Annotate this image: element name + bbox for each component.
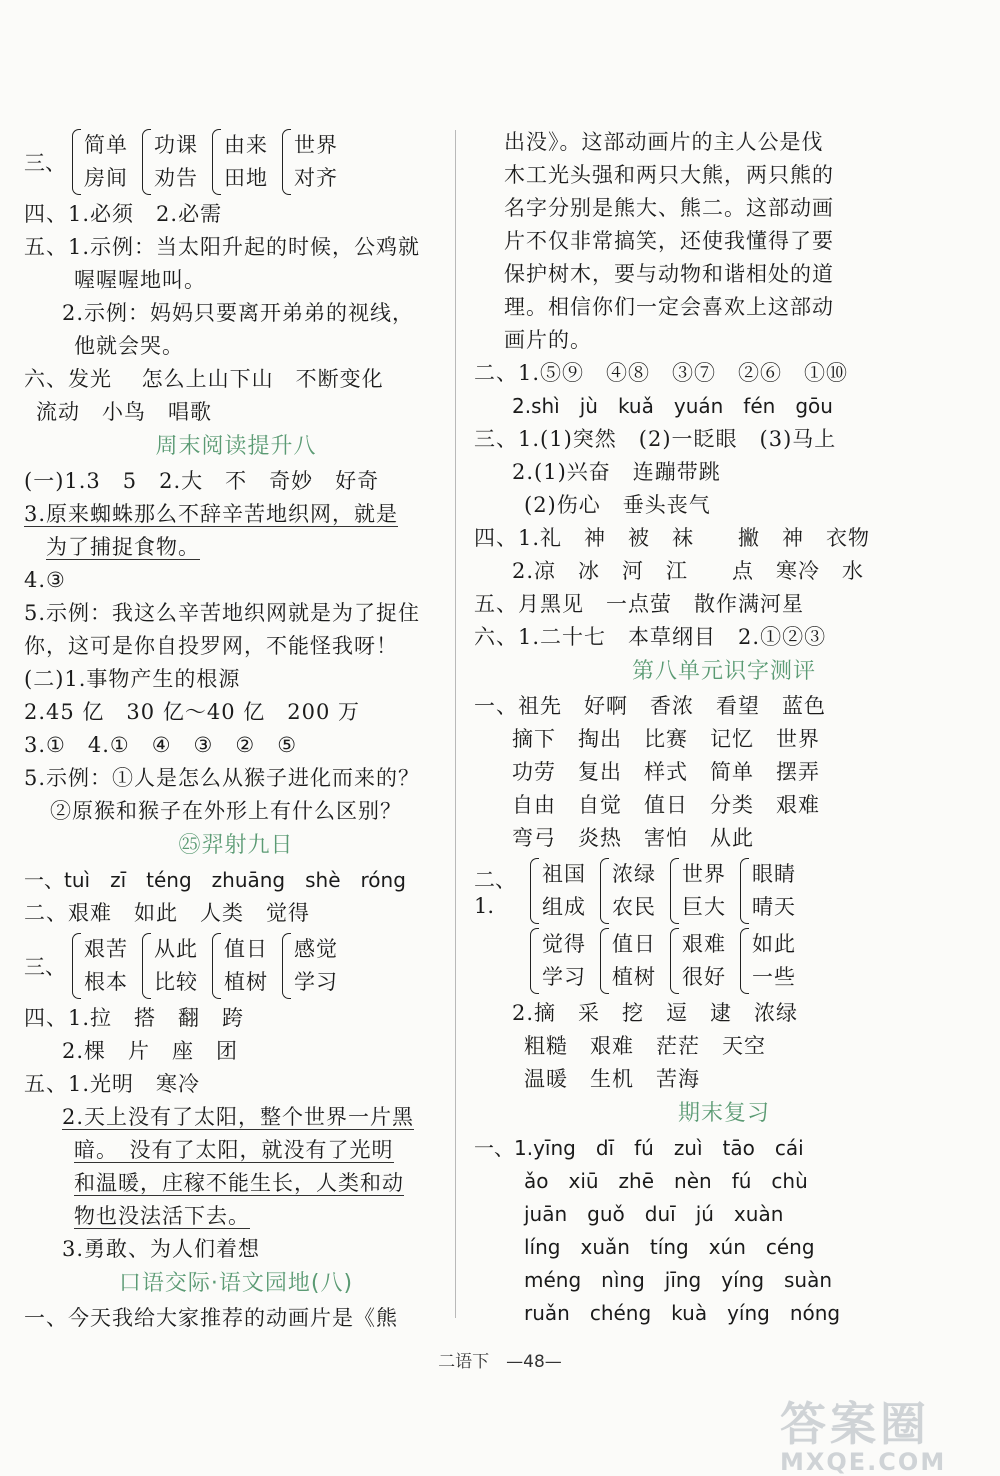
answer-line: 5.示例：①人是怎么从猴子进化而来的？ — [24, 766, 421, 790]
answer-line: 功劳 复出 样式 简单 摆弄 — [512, 760, 820, 784]
underlined-answer: 为了捕捉食物。 — [46, 535, 200, 559]
answer-line: 名字分别是熊大、熊二。这部动画 — [504, 196, 834, 220]
answer-line: (2)伤心 垂头丧气 — [524, 493, 711, 517]
answer-line: 六、1.二十七 本草纲目 2.①②③ — [474, 625, 827, 649]
answer-line: 喔喔喔地叫。 — [74, 268, 206, 292]
answer-line: 2.(1)兴奋 连蹦带跳 — [512, 460, 721, 484]
answer-line: 摘下 掏出 比赛 记忆 世界 — [512, 727, 820, 751]
answer-line: 2.示例：妈妈只要离开弟弟的视线， — [62, 301, 415, 325]
pinyin-line: méng nìng jīng yíng suàn — [524, 1268, 833, 1292]
answer-line: 他就会哭。 — [74, 334, 184, 358]
word-pair: 浓绿 农民 — [600, 858, 656, 924]
pinyin-line: líng xuǎn tíng xún céng — [524, 1235, 815, 1259]
answer-line: 3.① 4.① ④ ③ ② ⑤ — [24, 733, 298, 757]
word-pair: 眼睛 晴天 — [740, 858, 796, 924]
word-pair: 值日 植树 — [212, 933, 268, 999]
answer-line: 二、1.⑤⑨ ④⑧ ③⑦ ②⑥ ①⑩ — [474, 361, 849, 385]
answer-line — [24, 531, 448, 564]
answer-line — [24, 1101, 448, 1134]
answer-line: 理。相信你们一定会喜欢上这部动 — [504, 295, 834, 319]
answer-line: 2.45 亿 30 亿～40 亿 200 万 — [24, 700, 360, 724]
word-pair: 功课 劝告 — [142, 129, 198, 195]
answer-line: 一、今天我给大家推荐的动画片是《熊 — [24, 1306, 398, 1330]
watermark-text: 答案圈 — [780, 1397, 930, 1451]
answer-line — [24, 1200, 448, 1233]
pinyin-line: juān guǒ duī jú xuàn — [524, 1202, 784, 1226]
answer-line: 四、1.必须 2.必需 — [24, 202, 223, 226]
section-heading: 期末复习 — [677, 1101, 770, 1126]
answer-line: 二、艰难 如此 人类 觉得 — [24, 901, 310, 925]
pinyin-line: ǎo xiū zhē nèn fú chù — [524, 1169, 808, 1193]
word-pair: 如此 一些 — [740, 928, 796, 994]
synonym-group-right-b — [474, 927, 974, 995]
word-pair: 由来 田地 — [212, 129, 268, 195]
answer-line: 五、月黑见 一点萤 散作满河星 — [474, 592, 804, 616]
answer-line — [24, 498, 448, 531]
pinyin-line: 一、tuì zī téng zhuāng shè róng — [24, 868, 406, 892]
answer-line: 2.凉 冰 河 江 点 寒冷 水 — [512, 559, 865, 583]
answer-line — [24, 1167, 448, 1200]
watermark-url: MXQE.COM — [780, 1448, 947, 1476]
word-pair: 世界 对齐 — [282, 129, 338, 195]
column-divider — [455, 130, 456, 1318]
section-heading: ㉕羿射九日 — [178, 833, 294, 858]
answer-line: 自由 自觉 值日 分类 艰难 — [512, 793, 820, 817]
answer-line: 2.摘 采 挖 逗 逮 浓绿 — [512, 1001, 799, 1025]
answer-line: 片不仅非常搞笑，还使我懂得了要 — [504, 229, 834, 253]
pinyin-line: ruǎn chéng kuà yíng nóng — [524, 1301, 841, 1325]
underlined-answer: 物也没法活下去。 — [74, 1204, 250, 1228]
answer-line: 木工光头强和两只大熊，两只熊的 — [504, 163, 834, 187]
answer-line: 温暖 生机 苦海 — [524, 1067, 700, 1091]
underlined-answer: 和温暖，庄稼不能生长，人类和动 — [74, 1171, 404, 1195]
answer-line — [24, 1134, 448, 1167]
pinyin-line: 2.shì jù kuǎ yuán fén gōu — [512, 394, 833, 418]
answer-line: 四、1.礼 神 被 袜 撇 神 衣物 — [474, 526, 871, 550]
word-pair: 感觉 学习 — [282, 933, 338, 999]
page-footer: 二语下 —48— — [438, 1352, 562, 1372]
answer-line: 画片的。 — [504, 328, 592, 352]
synonym-group-left-b — [24, 932, 448, 1000]
section-heading: 第八单元识字测评 — [631, 659, 816, 684]
word-pair: 世界 巨大 — [670, 858, 726, 924]
answer-line: 五、1.示例：当太阳升起的时候，公鸡就 — [24, 235, 421, 259]
answer-line: 4.③ — [24, 568, 66, 592]
section-label: 三、 — [24, 955, 66, 979]
synonym-group-left-a — [24, 128, 448, 196]
underlined-answer: 3.原来蜘蛛那么不辞辛苦地织网，就是 — [24, 502, 399, 526]
watermark-logo — [780, 1388, 980, 1476]
answer-line: 六、发光 怎么上山下山 不断变化 — [24, 367, 384, 391]
answer-line: ②原猴和猴子在外形上有什么区别？ — [50, 799, 402, 823]
answer-line: 弯弓 炎热 害怕 从此 — [512, 826, 754, 850]
answer-line: (一)1.3 5 2.大 不 奇妙 好奇 — [24, 469, 380, 493]
left-column — [24, 126, 448, 1335]
underlined-answer: 2.天上没有了太阳，整个世界一片黑 — [62, 1105, 415, 1129]
answer-line: 一、祖先 好啊 香浓 看望 蓝色 — [474, 694, 826, 718]
word-pair: 祖国 组成 — [530, 858, 586, 924]
answer-line: 粗糙 艰难 茫茫 天空 — [524, 1034, 766, 1058]
pinyin-line: 一、1.yīng dī fú zuì tāo cái — [474, 1136, 804, 1160]
section-heading: 口语交际·语文园地(八) — [118, 1271, 354, 1296]
section-label: 二、1. — [474, 868, 516, 918]
answer-line: 5.示例：我这么辛苦地织网就是为了捉住 — [24, 601, 421, 625]
underlined-answer: 暗。 没有了太阳，就没有了光明 — [74, 1138, 394, 1162]
word-pair: 艰难 很好 — [670, 928, 726, 994]
word-pair: 觉得 学习 — [530, 928, 586, 994]
word-pair: 值日 植树 — [600, 928, 656, 994]
answer-line: 四、1.拉 搭 翻 跨 — [24, 1006, 245, 1030]
answer-line: 三、1.(1)突然 (2)一眨眼 (3)马上 — [474, 427, 837, 451]
right-column — [474, 126, 974, 1330]
answer-line: 2.棵 片 座 团 — [62, 1039, 239, 1063]
section-label: 三、 — [24, 151, 66, 175]
answer-line: 五、1.光明 寒冷 — [24, 1072, 201, 1096]
answer-line: 流动 小鸟 唱歌 — [36, 400, 212, 424]
answer-line: 出没》。这部动画片的主人公是伐 — [504, 130, 824, 154]
word-pair: 从此 比较 — [142, 933, 198, 999]
answer-line: 保护树木，要与动物和谐相处的道 — [504, 262, 834, 286]
synonym-group-right-a — [474, 857, 974, 925]
section-heading: 周末阅读提升八 — [155, 434, 317, 459]
answer-line: (二)1.事物产生的根源 — [24, 667, 241, 691]
answer-line: 3.勇敢、为人们着想 — [62, 1237, 261, 1261]
word-pair: 简单 房间 — [72, 129, 128, 195]
word-pair: 艰苦 根本 — [72, 933, 128, 999]
answer-line: 你，这可是你自投罗网，不能怪我呀！ — [24, 634, 398, 658]
